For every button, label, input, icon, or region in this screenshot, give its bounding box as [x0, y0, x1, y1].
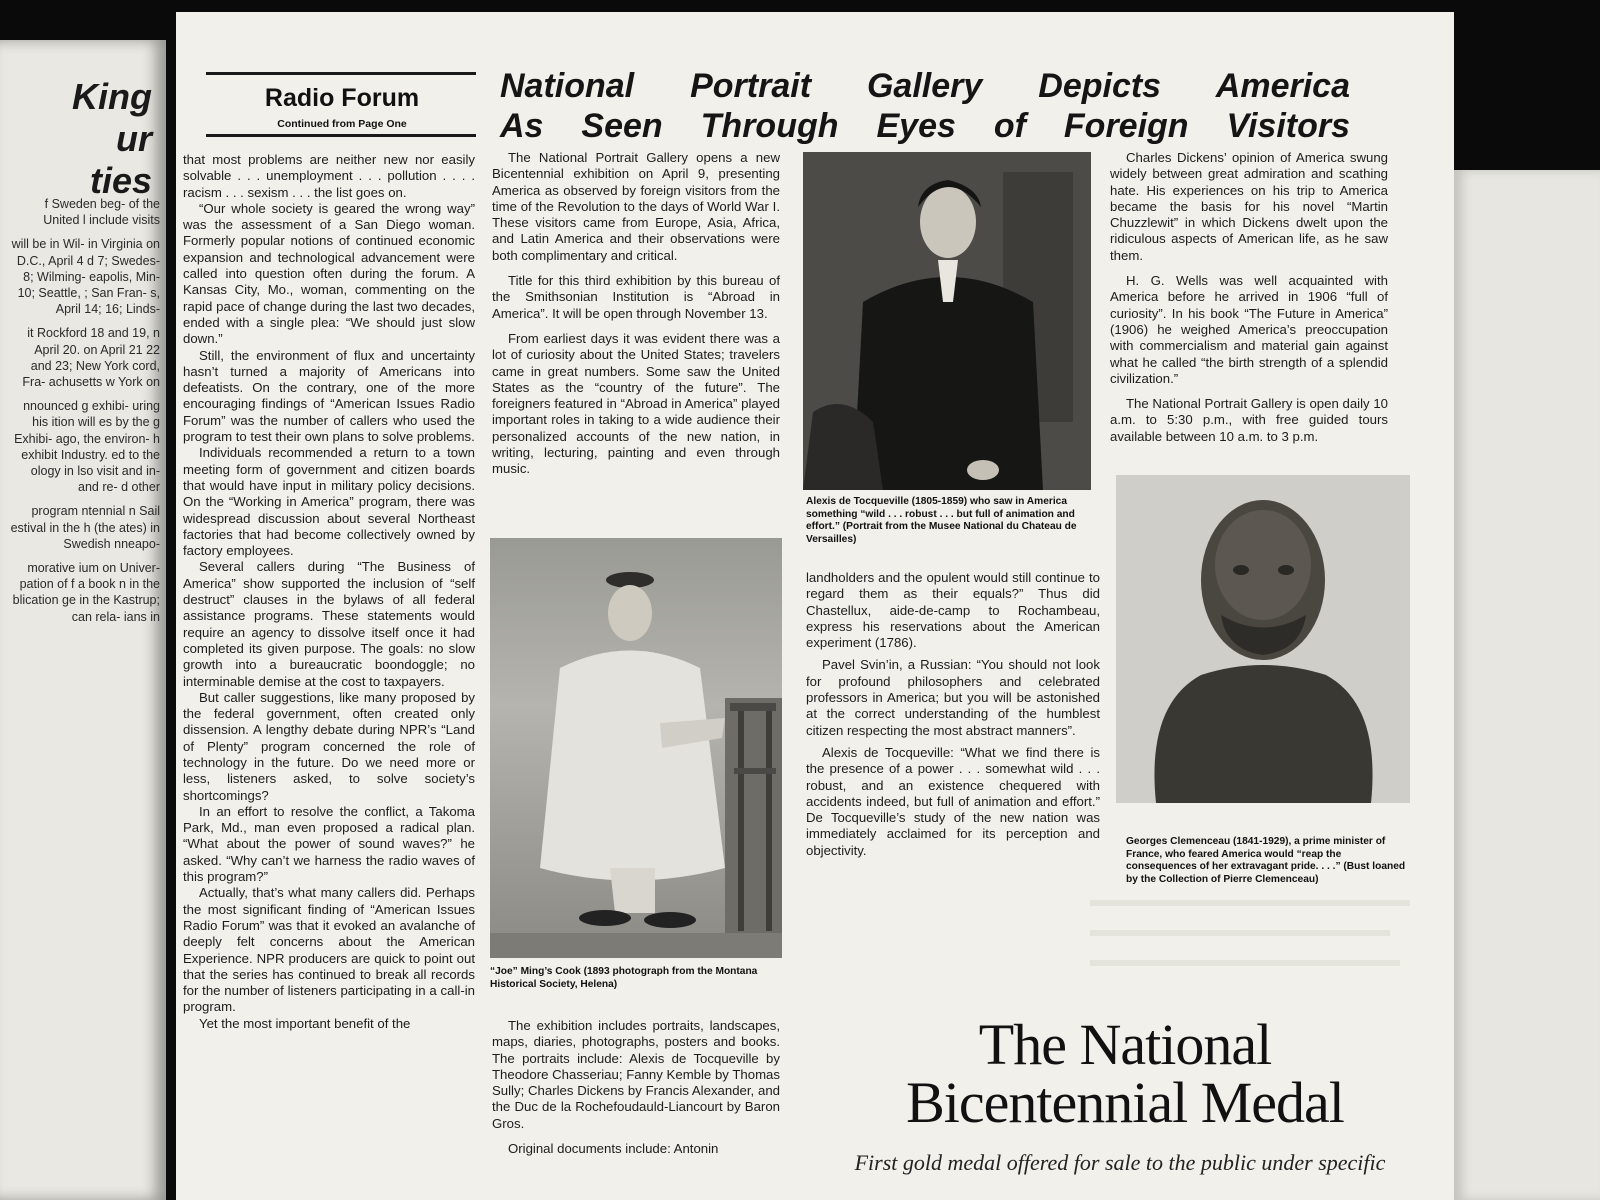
medal-ad-title: The National Bicentennial Medal [906, 1012, 1344, 1135]
bust-illustration [1116, 475, 1410, 803]
paragraph: H. G. Wells was well acquainted with America before he arrived in 1906 “full of curiosity”. In his book “The Future in America” (1906) he weighed America’s preoccupation with commercialism and material gain against what he called “the birth strength of a splendid civilization.” [1110, 273, 1388, 386]
tocqueville-portrait [803, 152, 1091, 490]
paragraph: Alexis de Tocqueville: “What we find there is the presence of a power . . . somewhat wild . . . robust, and an existence chequered with accidents indeed, but full of animation and effort.” De Tocqueville’s study of the new nation was immediately acclaimed for its perception and objectivity. [806, 744, 1100, 858]
continued-note: Continued from Page One [277, 118, 407, 130]
paragraph: From earliest days it was evident there was a lot of curiosity about the United States; travelers came in great numbers. Some saw the United States as the “country of the future”. The foreigners featured in “Abroad in America” played important roles in taking to a wide audience their personalized accounts of the new nation, in writing, lecturing, painting and even through music. [492, 330, 780, 477]
paragraph: landholders and the opulent would still continue to regard them as their equals?” Thus did Chastellux, aide-de-camp to Rochambeau, express his reservations about the American experiment (1786). [806, 570, 1100, 651]
paragraph: Charles Dickens’ opinion of America swung widely between great admiration and scathing hate. His experiences on his trip to America became the basis for his novel “Martin Chuzzlewit” in which Dickens dwelt upon the ridiculous aspects of American life, as he saw them. [1110, 150, 1388, 263]
right-page-edge [1454, 170, 1600, 1200]
show-through-mark [1090, 960, 1400, 966]
article-headline [500, 66, 1350, 146]
headline-line-1: National Portrait Gallery Depicts America [500, 67, 1350, 105]
left-page-column [10, 196, 160, 633]
left-paragraph: f Sweden beg- of the United l include visits [43, 197, 160, 228]
show-through-mark [1090, 930, 1390, 936]
paragraph: Still, the environment of flux and uncertainty hasn’t turned a majority of Americans into defeatists. On the contrary, one of the more encouraging findings of “American Issues Radio Forum” was the number of callers who used the program to test their own plans to solve problems. [183, 347, 475, 445]
article-column-2-bottom [492, 1018, 780, 1166]
header-rule-top [206, 72, 476, 75]
article-column-4 [1110, 150, 1388, 454]
radio-forum-column [183, 152, 475, 1032]
tocqueville-caption: Alexis de Tocqueville (1805-1859) who saw in America something “wild . . . robust . . . but full of animation and effort.” (Portrait from the Musee National du Chateau de Versailles) [806, 496, 1077, 545]
paragraph: Several callers during “The Business of America” show supported the inclusion of “self destruct” clauses in the bylaws of all federal assistance programs. These statements would require an agency to dissolve itself once it had completed its given purpose. The goals: no slow growth into a bureaucratic boondoggle; no interminable demise at the cost to taxpayers. [183, 559, 475, 689]
left-page [0, 40, 166, 1200]
paragraph: that most problems are neither new nor easily solvable . . . unemployment . . . pollution . . . . racism . . . sexism . . . the list goes on. [183, 152, 475, 200]
paragraph: Yet the most important benefit of the [199, 1015, 411, 1031]
article-column-3 [806, 570, 1100, 865]
headline-line-2: As Seen Through Eyes of Foreign Visitors [500, 107, 1350, 145]
paragraph: In an effort to resolve the conflict, a Takoma Park, Md., man even proposed a radical plan. “What about the power of sound waves?” he asked. “Why can’t we harness the radio waves of this program?” [183, 803, 475, 885]
medal-ad-subtitle: First gold medal offered for sale to the public under specific [854, 1150, 1386, 1175]
left-paragraph: will be in Wil- in Virginia on D.C., April 4 d 7; Swedes- 8; Wilming- eapolis, Min- 10; Seattle, ; San Fran- s, April 14; 16; Linds- [11, 237, 160, 317]
paragraph: Original documents include: Antonin [508, 1141, 719, 1157]
paragraph: The exhibition includes portraits, landscapes, maps, diaries, photographs, posters and books. The portraits include: Alexis de Tocqueville by Theodore Chasseriau; Fanny Kemble by Thomas Sully; Charles Dickens by Francis Alexander, and the Duc de la Rochefoudauld-Liancourt by Baron Gros. [492, 1018, 780, 1131]
left-paragraph: morative ium on Univer- pation of f a book n in the blication ge in the Kastrup; can rela- ians in [12, 561, 160, 624]
left-paragraph: nnounced g exhibi- uring his ition will es by the g Exhibi- ago, the environ- h exhibit Industry. ed to the ology in lso visit and in- and re- d other [14, 399, 160, 495]
seated-man-illustration [490, 538, 782, 958]
show-through-mark [1090, 900, 1410, 906]
clemenceau-bust-photo [1116, 475, 1410, 803]
portrait-illustration [803, 152, 1091, 490]
paragraph: Actually, that’s what many callers did. Perhaps the most significant finding of “American Issues Radio Forum” was that it evoked an avalanche of deeply felt concerns about the American Experience. NPR producers are quick to point out that the series has continued to break all records for the number of listeners participating in a call-in program. [183, 885, 475, 1015]
paragraph: Pavel Svin’in, a Russian: “You should not look for profound philosophers and celebrated professors in America; but you will be astonished at the correct understanding of the humblest citizen respecting the most abstract manners”. [806, 657, 1100, 738]
header-rule-bottom [206, 134, 476, 137]
clemenceau-caption: Georges Clemenceau (1841-1929), a prime minister of France, who feared America would “reap the consequences of her extravagant pride. . . .” (Bust loaned by the Collection of Pierre Clemenceau) [1126, 836, 1406, 885]
left-paragraph: it Rockford 18 and 19, n April 20. on April 21 22 and 23; New York cord, Fra- achusetts w York on [22, 326, 160, 390]
ming-cook-caption: “Joe” Ming’s Cook (1893 photograph from the Montana Historical Society, Helena) [490, 966, 758, 990]
paragraph: But caller suggestions, like many proposed by the federal government, often created only dissension. A lengthy debate during NPR’s “Land of Plenty” program concerned the role of technology in the future. Do we need more or less, listeners asked, to solve society’s shortcomings? [183, 689, 475, 803]
ming-cook-photo [490, 538, 782, 958]
radio-forum-title: Radio Forum [264, 84, 420, 112]
paragraph: Title for this third exhibition by this bureau of the Smithsonian Institution is “Abroad in America”. It will be open through November 13. [492, 273, 780, 321]
left-paragraph: program ntennial n Sail estival in the h (the ates) in Swedish nneapo- [10, 504, 160, 551]
paragraph: Individuals recommended a return to a town meeting form of government and citizen boards that would have input in military policy decisions. On the “Working in America” program, there was widespread discussion about several Northeast factories that had become collectively owned by factory employees. [183, 445, 475, 559]
left-page-headline: King ur ties [72, 76, 152, 201]
paragraph: “Our whole society is geared the wrong way” was the assessment of a San Diego woman. Formerly popular notions of continued economic expansion and technological advancement were called into question often during the forum. A Kansas City, Mo., woman, commenting on the rapid pace of change during the last two decades, ended with a single plea: “We should just slow down.” [183, 200, 475, 347]
article-column-2-top [492, 150, 780, 487]
paragraph: The National Portrait Gallery is open daily 10 a.m. to 5:30 p.m., with free guided tours available between 10 a.m. to 3 p.m. [1110, 396, 1388, 444]
paragraph: The National Portrait Gallery opens a new Bicentennial exhibition on April 9, presenting America as observed by foreign visitors from the time of the Revolution to the days of World War I. These visitors came from Europe, Asia, Africa, and Latin America and their observations were both complimentary and critical. [492, 150, 780, 263]
